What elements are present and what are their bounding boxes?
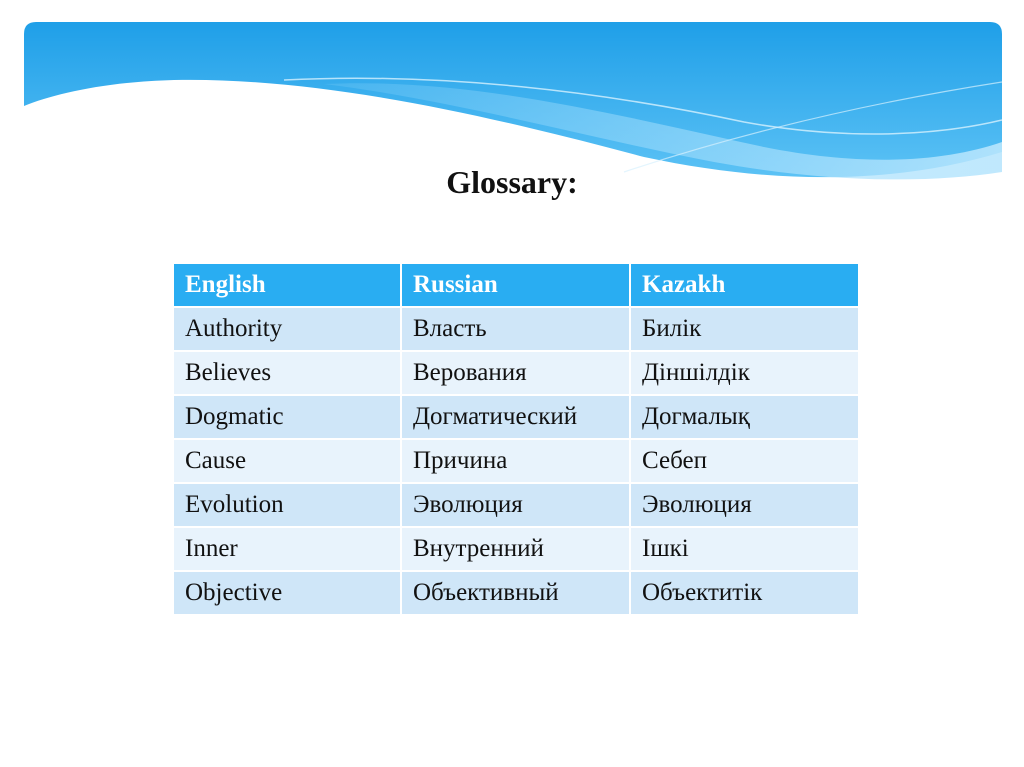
cell-russian: Объективный xyxy=(401,571,630,615)
cell-kazakh: Догмалық xyxy=(630,395,859,439)
table-row xyxy=(173,395,859,439)
cell-kazakh: Объектитік xyxy=(630,571,859,615)
table-row xyxy=(173,307,859,351)
cell-kazakh: Діншілдік xyxy=(630,351,859,395)
cell-russian: Причина xyxy=(401,439,630,483)
cell-russian: Эволюция xyxy=(401,483,630,527)
cell-english: Authority xyxy=(173,307,401,351)
table-row xyxy=(173,351,859,395)
table-row xyxy=(173,527,859,571)
header-english: English xyxy=(173,263,401,307)
cell-english: Dogmatic xyxy=(173,395,401,439)
cell-english: Inner xyxy=(173,527,401,571)
cell-kazakh: Билік xyxy=(630,307,859,351)
cell-english: Believes xyxy=(173,351,401,395)
table-row xyxy=(173,439,859,483)
cell-kazakh: Ішкі xyxy=(630,527,859,571)
cell-russian: Власть xyxy=(401,307,630,351)
slide-title: Glossary: xyxy=(446,164,578,200)
table-header-row xyxy=(173,263,859,307)
cell-english: Cause xyxy=(173,439,401,483)
table-row xyxy=(173,483,859,527)
cell-english: Objective xyxy=(173,571,401,615)
cell-russian: Верования xyxy=(401,351,630,395)
header-kazakh: Kazakh xyxy=(630,263,859,307)
header-russian: Russian xyxy=(401,263,630,307)
cell-kazakh: Эволюция xyxy=(630,483,859,527)
glossary-table xyxy=(172,262,860,616)
table-row xyxy=(173,571,859,615)
cell-english: Evolution xyxy=(173,483,401,527)
cell-russian: Догматический xyxy=(401,395,630,439)
cell-kazakh: Себеп xyxy=(630,439,859,483)
cell-russian: Внутренний xyxy=(401,527,630,571)
